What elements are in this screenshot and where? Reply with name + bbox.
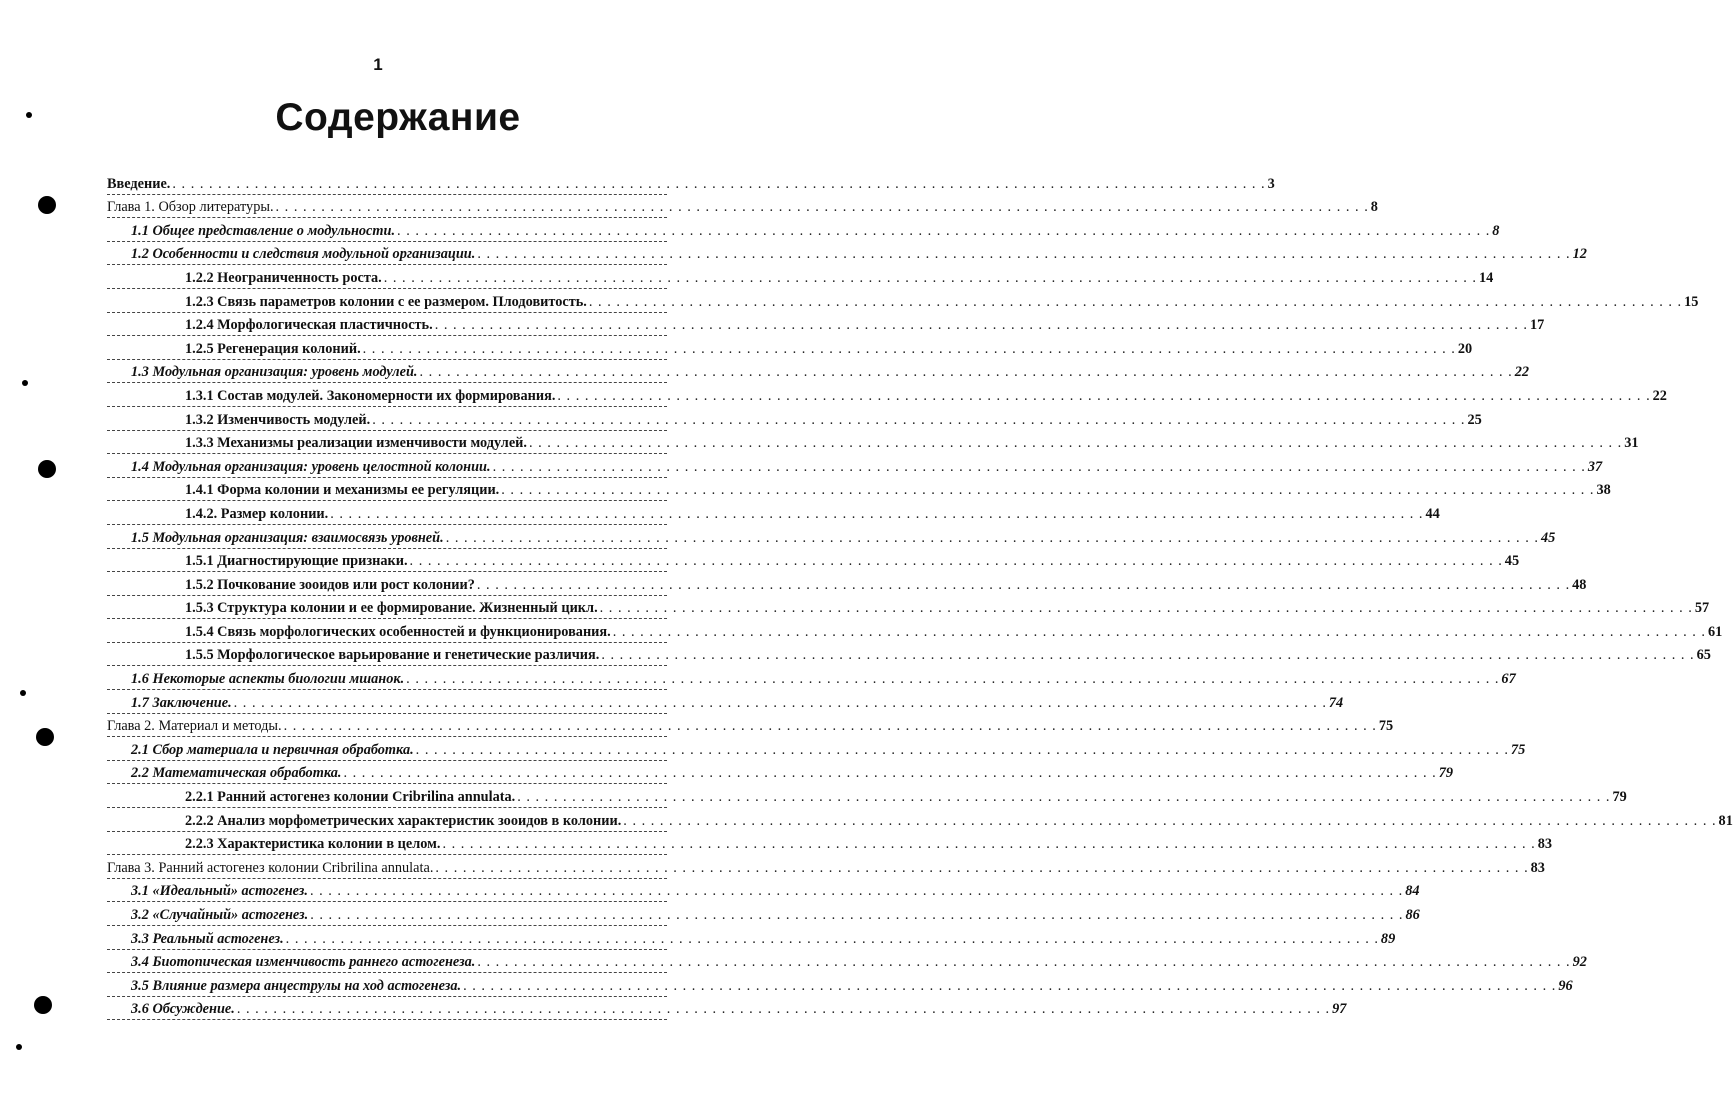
toc-label: Глава 1. Обзор литературы. — [107, 199, 274, 216]
toc-row — [107, 242, 1587, 266]
toc-label: 1.4.2. Размер колонии. — [185, 505, 329, 522]
toc-leader: . . . . . . . . . . . . . . . . . . . . . . . . . . . . . . . . . . . . . . . . . . . . . . . . . . . . . . . . . . . . . . . . . . . . . . . . . . . . . . . . . . . . . . . . . . . . . . . . . . . . . . . . . . . . . . . . . . . . . . . . — [463, 977, 1557, 994]
scan-speck — [22, 380, 28, 386]
toc-row — [107, 997, 1347, 1021]
toc-page-number: 22 — [1514, 364, 1530, 381]
toc-label: 1.5.3 Структура колонии и ее формирование. Жизненный цикл. — [185, 600, 598, 617]
toc-leader: . . . . . . . . . . . . . . . . . . . . . . . . . . . . . . . . . . . . . . . . . . . . . . . . . . . . . . . . . . . . . . . . . . . . . . . . . . . . . . . . . . . . . . . . . . . . . . . . . . . . . . . . . . . . . . . . . . . . . . . . — [623, 812, 1717, 829]
toc-leader: . . . . . . . . . . . . . . . . . . . . . . . . . . . . . . . . . . . . . . . . . . . . . . . . . . . . . . . . . . . . . . . . . . . . . . . . . . . . . . . . . . . . . . . . . . . . . . . . . . . . . . . . . . . . . . . . . . . . . . . . — [476, 576, 1571, 593]
toc-row — [107, 383, 1667, 407]
toc-page-number: 86 — [1405, 907, 1420, 923]
toc-page-number: 83 — [1537, 836, 1552, 853]
toc-row — [107, 690, 1344, 714]
toc-leader: . . . . . . . . . . . . . . . . . . . . . . . . . . . . . . . . . . . . . . . . . . . . . . . . . . . . . . . . . . . . . . . . . . . . . . . . . . . . . . . . . . . . . . . . . . . . . . . . . . . . . . . . . . . . . . . . . . . . . . . . — [517, 789, 1611, 806]
toc-page-number: 22 — [1652, 387, 1667, 404]
toc-leader: . . . . . . . . . . . . . . . . . . . . . . . . . . . . . . . . . . . . . . . . . . . . . . . . . . . . . . . . . . . . . . . . . . . . . . . . . . . . . . . . . . . . . . . . . . . . . . . . . . . . . . . . . . . . . . . . . . . . . . . . — [612, 623, 1706, 640]
toc-label: 1.2.3 Связь параметров колонии с ее размером. Плодовитость. — [185, 293, 587, 310]
toc-row — [107, 336, 1473, 360]
toc-row — [107, 973, 1573, 997]
scan-speck — [26, 112, 32, 118]
toc-leader: . . . . . . . . . . . . . . . . . . . . . . . . . . . . . . . . . . . . . . . . . . . . . . . . . . . . . . . . . . . . . . . . . . . . . . . . . . . . . . . . . . . . . . . . . . . . . . . . . . . . . . . . . . . . . . . . . . . . . . . . — [529, 435, 1623, 452]
toc-row — [107, 737, 1526, 761]
toc-leader: . . . . . . . . . . . . . . . . . . . . . . . . . . . . . . . . . . . . . . . . . . . . . . . . . . . . . . . . . . . . . . . . . . . . . . . . . . . . . . . . . . . . . . . . . . . . . . . . . . . . . . . . . . . . . . . . . . . . . . . . — [501, 482, 1595, 499]
toc-leader: . . . . . . . . . . . . . . . . . . . . . . . . . . . . . . . . . . . . . . . . . . . . . . . . . . . . . . . . . . . . . . . . . . . . . . . . . . . . . . . . . . . . . . . . . . . . . . . . . . . . . . . . . . . . . . . . . . . . . . . . — [435, 859, 1529, 876]
toc-label: 1.2 Особенности и следствия модульной организации. — [131, 246, 476, 263]
toc-row — [107, 855, 1545, 879]
toc-page-number: 75 — [1510, 741, 1526, 758]
toc-row — [107, 879, 1420, 903]
toc-leader: . . . . . . . . . . . . . . . . . . . . . . . . . . . . . . . . . . . . . . . . . . . . . . . . . . . . . . . . . . . . . . . . . . . . . . . . . . . . . . . . . . . . . . . . . . . . . . . . . . . . . . . . . . . . . . . . . . . . . . . . — [599, 600, 1693, 617]
page-number: 1 — [373, 55, 383, 74]
toc-page-number: 81 — [1718, 812, 1733, 829]
toc-page-number: 67 — [1501, 671, 1516, 688]
toc-page-number: 37 — [1587, 458, 1603, 475]
toc-row — [107, 619, 1723, 643]
toc-row — [107, 643, 1711, 667]
toc-row — [107, 761, 1453, 785]
toc-row — [107, 666, 1516, 690]
toc-label: 2.2.1 Ранний астогенез колонии Cribrilina annulata. — [185, 789, 516, 806]
toc-page-number: 38 — [1596, 482, 1611, 499]
toc-leader: . . . . . . . . . . . . . . . . . . . . . . . . . . . . . . . . . . . . . . . . . . . . . . . . . . . . . . . . . . . . . . . . . . . . . . . . . . . . . . . . . . . . . . . . . . . . . . . . . . . . . . . . . . . . . . . . . . . . . . . . — [588, 293, 1683, 310]
toc-page-number: 8 — [1492, 222, 1500, 239]
page-title: Содержание — [275, 96, 521, 139]
toc-leader: . . . . . . . . . . . . . . . . . . . . . . . . . . . . . . . . . . . . . . . . . . . . . . . . . . . . . . . . . . . . . . . . . . . . . . . . . . . . . . . . . . . . . . . . . . . . . . . . . . . . . . . . . . . . . . . . . . . . . . . . — [285, 930, 1379, 947]
toc-row — [107, 289, 1699, 313]
toc-leader: . . . . . . . . . . . . . . . . . . . . . . . . . . . . . . . . . . . . . . . . . . . . . . . . . . . . . . . . . . . . . . . . . . . . . . . . . . . . . . . . . . . . . . . . . . . . . . . . . . . . . . . . . . . . . . . . . . . . . . . . — [557, 387, 1651, 404]
toc-label: 3.1 «Идеальный» астогенез. — [131, 883, 308, 900]
toc-row — [107, 265, 1494, 289]
toc-label: 3.6 Обсуждение. — [131, 1001, 235, 1018]
toc-page-number: 89 — [1380, 930, 1396, 947]
toc-leader: . . . . . . . . . . . . . . . . . . . . . . . . . . . . . . . . . . . . . . . . . . . . . . . . . . . . . . . . . . . . . . . . . . . . . . . . . . . . . . . . . . . . . . . . . . . . . . . . . . . . . . . . . . . . . . . . . . . . . . . . — [383, 269, 1477, 286]
toc-label: 2.1 Сбор материала и первичная обработка. — [131, 741, 414, 758]
toc-leader: . . . . . . . . . . . . . . . . . . . . . . . . . . . . . . . . . . . . . . . . . . . . . . . . . . . . . . . . . . . . . . . . . . . . . . . . . . . . . . . . . . . . . . . . . . . . . . . . . . . . . . . . . . . . . . . . . . . . . . . . — [172, 175, 1266, 192]
toc-row — [107, 360, 1530, 384]
toc-leader: . . . . . . . . . . . . . . . . . . . . . . . . . . . . . . . . . . . . . . . . . . . . . . . . . . . . . . . . . . . . . . . . . . . . . . . . . . . . . . . . . . . . . . . . . . . . . . . . . . . . . . . . . . . . . . . . . . . . . . . . — [415, 741, 1509, 758]
toc-row — [107, 572, 1587, 596]
toc-label: 1.2.4 Морфологическая пластичность. — [185, 317, 433, 334]
toc-row — [107, 218, 1500, 242]
toc-leader: . . . . . . . . . . . . . . . . . . . . . . . . . . . . . . . . . . . . . . . . . . . . . . . . . . . . . . . . . . . . . . . . . . . . . . . . . . . . . . . . . . . . . . . . . . . . . . . . . . . . . . . . . . . . . . . . . . . . . . . . — [419, 364, 1513, 381]
toc-page-number: 45 — [1540, 529, 1556, 546]
toc-row — [107, 171, 1275, 195]
toc-label: 3.5 Влияние размера анцеструлы на ход астогенеза. — [131, 977, 462, 994]
toc-leader: . . . . . . . . . . . . . . . . . . . . . . . . . . . . . . . . . . . . . . . . . . . . . . . . . . . . . . . . . . . . . . . . . . . . . . . . . . . . . . . . . . . . . . . . . . . . . . . . . . . . . . . . . . . . . . . . . . . . . . . . — [310, 907, 1404, 923]
toc-row — [107, 407, 1482, 431]
toc-page-number: 92 — [1572, 954, 1587, 971]
toc-row — [107, 195, 1378, 219]
toc-leader: . . . . . . . . . . . . . . . . . . . . . . . . . . . . . . . . . . . . . . . . . . . . . . . . . . . . . . . . . . . . . . . . . . . . . . . . . . . . . . . . . . . . . . . . . . . . . . . . . . . . . . . . . . . . . . . . . . . . . . . . — [409, 553, 1503, 570]
toc-label: 1.3 Модульная организация: уровень модулей. — [131, 364, 418, 381]
toc-page-number: 44 — [1425, 505, 1440, 522]
toc-row — [107, 714, 1394, 738]
toc-label: 1.5.5 Морфологическое варьирование и генетические различия. — [185, 647, 600, 664]
toc-leader: . . . . . . . . . . . . . . . . . . . . . . . . . . . . . . . . . . . . . . . . . . . . . . . . . . . . . . . . . . . . . . . . . . . . . . . . . . . . . . . . . . . . . . . . . . . . . . . . . . . . . . . . . . . . . . . . . . . . . . . . — [330, 505, 1424, 522]
toc-label: 1.3.3 Механизмы реализации изменчивости модулей. — [185, 435, 527, 452]
toc-row — [107, 454, 1603, 478]
toc-page-number: 96 — [1558, 977, 1573, 994]
toc-leader: . . . . . . . . . . . . . . . . . . . . . . . . . . . . . . . . . . . . . . . . . . . . . . . . . . . . . . . . . . . . . . . . . . . . . . . . . . . . . . . . . . . . . . . . . . . . . . . . . . . . . . . . . . . . . . . . . . . . . . . . — [283, 718, 1377, 735]
toc-page-number: 84 — [1405, 883, 1420, 900]
punch-hole — [34, 996, 52, 1014]
toc-leader: . . . . . . . . . . . . . . . . . . . . . . . . . . . . . . . . . . . . . . . . . . . . . . . . . . . . . . . . . . . . . . . . . . . . . . . . . . . . . . . . . . . . . . . . . . . . . . . . . . . . . . . . . . . . . . . . . . . . . . . . — [477, 246, 1571, 263]
table-of-contents — [107, 171, 1733, 1020]
punch-hole — [36, 728, 54, 746]
toc-row — [107, 784, 1627, 808]
toc-page-number: 48 — [1572, 576, 1587, 593]
toc-label: 3.2 «Случайный» астогенез. — [131, 907, 309, 923]
toc-row — [107, 832, 1552, 856]
toc-label: Глава 2. Материал и методы. — [107, 718, 282, 735]
toc-leader: . . . . . . . . . . . . . . . . . . . . . . . . . . . . . . . . . . . . . . . . . . . . . . . . . . . . . . . . . . . . . . . . . . . . . . . . . . . . . . . . . . . . . . . . . . . . . . . . . . . . . . . . . . . . . . . . . . . . . . . . — [492, 458, 1586, 475]
toc-page-number: 75 — [1378, 718, 1394, 735]
toc-label: 1.5.2 Почкование зооидов или рост колонии? — [185, 576, 475, 593]
toc-leader: . . . . . . . . . . . . . . . . . . . . . . . . . . . . . . . . . . . . . . . . . . . . . . . . . . . . . . . . . . . . . . . . . . . . . . . . . . . . . . . . . . . . . . . . . . . . . . . . . . . . . . . . . . . . . . . . . . . . . . . . — [406, 671, 1500, 688]
toc-leader: . . . . . . . . . . . . . . . . . . . . . . . . . . . . . . . . . . . . . . . . . . . . . . . . . . . . . . . . . . . . . . . . . . . . . . . . . . . . . . . . . . . . . . . . . . . . . . . . . . . . . . . . . . . . . . . . . . . . . . . . — [233, 694, 1327, 711]
toc-page-number: 3 — [1267, 175, 1275, 192]
scan-speck — [16, 1044, 22, 1050]
toc-page-number: 12 — [1572, 246, 1587, 263]
toc-row — [107, 596, 1710, 620]
toc-row — [107, 478, 1611, 502]
toc-row — [107, 313, 1545, 337]
toc-leader: . . . . . . . . . . . . . . . . . . . . . . . . . . . . . . . . . . . . . . . . . . . . . . . . . . . . . . . . . . . . . . . . . . . . . . . . . . . . . . . . . . . . . . . . . . . . . . . . . . . . . . . . . . . . . . . . . . . . . . . . — [445, 529, 1539, 546]
scan-speck — [20, 690, 26, 696]
toc-label: 1.5.4 Связь морфологических особенностей и функционирования. — [185, 623, 611, 640]
toc-page-number: 15 — [1684, 293, 1699, 310]
toc-label: 3.3 Реальный астогенез. — [131, 930, 284, 947]
toc-page-number: 57 — [1694, 600, 1710, 617]
toc-row — [107, 525, 1556, 549]
toc-row — [107, 808, 1733, 832]
toc-leader: . . . . . . . . . . . . . . . . . . . . . . . . . . . . . . . . . . . . . . . . . . . . . . . . . . . . . . . . . . . . . . . . . . . . . . . . . . . . . . . . . . . . . . . . . . . . . . . . . . . . . . . . . . . . . . . . . . . . . . . . — [477, 954, 1571, 971]
toc-row — [107, 902, 1420, 926]
toc-page-number: 14 — [1479, 269, 1494, 286]
toc-label: 1.3.2 Изменчивость модулей. — [185, 411, 371, 428]
toc-label: 1.2.2 Неограниченность роста. — [185, 269, 382, 286]
toc-leader: . . . . . . . . . . . . . . . . . . . . . . . . . . . . . . . . . . . . . . . . . . . . . . . . . . . . . . . . . . . . . . . . . . . . . . . . . . . . . . . . . . . . . . . . . . . . . . . . . . . . . . . . . . . . . . . . . . . . . . . . — [236, 1001, 1331, 1018]
toc-leader: . . . . . . . . . . . . . . . . . . . . . . . . . . . . . . . . . . . . . . . . . . . . . . . . . . . . . . . . . . . . . . . . . . . . . . . . . . . . . . . . . . . . . . . . . . . . . . . . . . . . . . . . . . . . . . . . . . . . . . . . — [372, 411, 1466, 428]
toc-page-number: 97 — [1332, 1001, 1347, 1018]
toc-page-number: 79 — [1612, 789, 1627, 806]
toc-label: Введение. — [107, 175, 171, 192]
toc-page-number: 20 — [1457, 340, 1473, 357]
toc-label: 1.4.1 Форма колонии и механизмы ее регуляции. — [185, 482, 500, 499]
toc-leader: . . . . . . . . . . . . . . . . . . . . . . . . . . . . . . . . . . . . . . . . . . . . . . . . . . . . . . . . . . . . . . . . . . . . . . . . . . . . . . . . . . . . . . . . . . . . . . . . . . . . . . . . . . . . . . . . . . . . . . . . — [309, 883, 1404, 900]
toc-label: 2.2.3 Характеристика колонии в целом. — [185, 836, 441, 853]
toc-page-number: 25 — [1467, 411, 1482, 428]
toc-leader: . . . . . . . . . . . . . . . . . . . . . . . . . . . . . . . . . . . . . . . . . . . . . . . . . . . . . . . . . . . . . . . . . . . . . . . . . . . . . . . . . . . . . . . . . . . . . . . . . . . . . . . . . . . . . . . . . . . . . . . . — [343, 765, 1437, 782]
toc-leader: . . . . . . . . . . . . . . . . . . . . . . . . . . . . . . . . . . . . . . . . . . . . . . . . . . . . . . . . . . . . . . . . . . . . . . . . . . . . . . . . . . . . . . . . . . . . . . . . . . . . . . . . . . . . . . . . . . . . . . . . — [434, 317, 1528, 334]
toc-page-number: 61 — [1707, 623, 1723, 640]
toc-label: 3.4 Биотопическая изменчивость раннего астогенеза. — [131, 954, 476, 971]
toc-leader: . . . . . . . . . . . . . . . . . . . . . . . . . . . . . . . . . . . . . . . . . . . . . . . . . . . . . . . . . . . . . . . . . . . . . . . . . . . . . . . . . . . . . . . . . . . . . . . . . . . . . . . . . . . . . . . . . . . . . . . . — [397, 222, 1491, 239]
toc-page-number: 8 — [1370, 199, 1378, 216]
toc-label: 2.2 Математическая обработка. — [131, 765, 342, 782]
toc-label: 1.2.5 Регенерация колоний. — [185, 340, 361, 357]
toc-leader: . . . . . . . . . . . . . . . . . . . . . . . . . . . . . . . . . . . . . . . . . . . . . . . . . . . . . . . . . . . . . . . . . . . . . . . . . . . . . . . . . . . . . . . . . . . . . . . . . . . . . . . . . . . . . . . . . . . . . . . . — [275, 199, 1369, 216]
toc-page-number: 31 — [1624, 435, 1639, 452]
toc-label: 1.4 Модульная организация: уровень целостной колонии. — [131, 458, 491, 475]
toc-label: Глава 3. Ранний астогенез колонии Cribrilina annulata. — [107, 859, 434, 876]
toc-leader: . . . . . . . . . . . . . . . . . . . . . . . . . . . . . . . . . . . . . . . . . . . . . . . . . . . . . . . . . . . . . . . . . . . . . . . . . . . . . . . . . . . . . . . . . . . . . . . . . . . . . . . . . . . . . . . . . . . . . . . . — [442, 836, 1536, 853]
toc-label: 1.5 Модульная организация: взаимосвязь уровней. — [131, 529, 444, 546]
toc-row — [107, 950, 1587, 974]
toc-label: 1.7 Заключение. — [131, 694, 232, 711]
punch-hole — [38, 196, 56, 214]
toc-page-number: 17 — [1529, 317, 1545, 334]
punch-hole — [38, 460, 56, 478]
toc-row — [107, 549, 1520, 573]
toc-page-number: 83 — [1530, 859, 1545, 876]
toc-row — [107, 501, 1440, 525]
toc-page-number: 45 — [1504, 553, 1520, 570]
toc-leader: . . . . . . . . . . . . . . . . . . . . . . . . . . . . . . . . . . . . . . . . . . . . . . . . . . . . . . . . . . . . . . . . . . . . . . . . . . . . . . . . . . . . . . . . . . . . . . . . . . . . . . . . . . . . . . . . . . . . . . . . — [362, 340, 1456, 357]
toc-label: 2.2.2 Анализ морфометрических характеристик зооидов в колонии. — [185, 812, 622, 829]
toc-row — [107, 431, 1639, 455]
toc-page-number: 79 — [1438, 765, 1453, 782]
toc-label: 1.1 Общее представление о модульности. — [131, 222, 396, 239]
toc-label: 1.6 Некоторые аспекты биологии мшанок. — [131, 671, 405, 688]
toc-row — [107, 926, 1396, 950]
toc-leader: . . . . . . . . . . . . . . . . . . . . . . . . . . . . . . . . . . . . . . . . . . . . . . . . . . . . . . . . . . . . . . . . . . . . . . . . . . . . . . . . . . . . . . . . . . . . . . . . . . . . . . . . . . . . . . . . . . . . . . . . — [601, 647, 1695, 664]
toc-page-number: 65 — [1696, 647, 1711, 664]
toc-label: 1.3.1 Состав модулей. Закономерности их формирования. — [185, 387, 556, 404]
toc-label: 1.5.1 Диагностирующие признаки. — [185, 553, 408, 570]
toc-page-number: 74 — [1328, 694, 1344, 711]
